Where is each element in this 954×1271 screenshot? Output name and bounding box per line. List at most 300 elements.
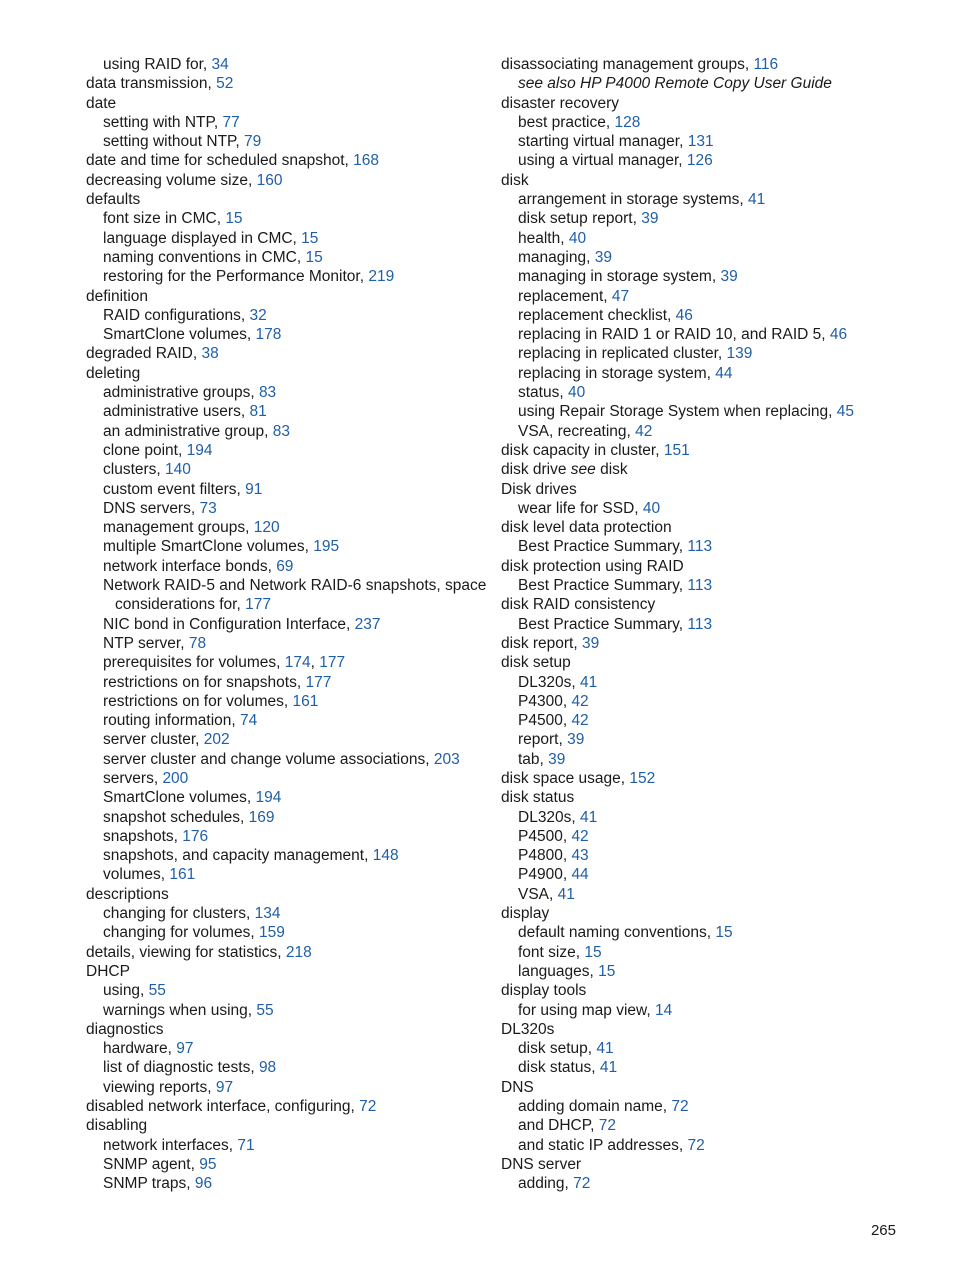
index-entry xyxy=(501,1155,921,1174)
see-reference: see xyxy=(570,461,596,479)
entry-text: replacing in replicated cluster, xyxy=(518,345,727,363)
index-subentry xyxy=(501,209,921,228)
entry-text: volumes, xyxy=(103,866,170,884)
entry-text: using RAID for, xyxy=(103,56,212,73)
entry-text: descriptions xyxy=(86,885,169,903)
entry-text: replacing in storage system, xyxy=(518,364,716,382)
page-link[interactable]: 97 xyxy=(215,1078,234,1096)
page-link[interactable]: 39 xyxy=(641,210,659,228)
page-link[interactable]: 41 xyxy=(596,1040,614,1058)
index-entry xyxy=(501,1078,921,1097)
page-link[interactable]: 46 xyxy=(675,306,693,324)
entry-text: prerequisites for volumes, xyxy=(103,654,285,672)
index-entry xyxy=(86,287,486,306)
index-subentry xyxy=(86,537,486,556)
entry-text: snapshot schedules, xyxy=(103,808,249,826)
page-link[interactable]: 219 xyxy=(368,268,395,286)
entry-text: using, xyxy=(103,982,149,1000)
index-entry xyxy=(501,769,921,788)
entry-text: replacing in RAID 1 or RAID 10, and RAID 5, xyxy=(518,326,830,344)
entry-text: date and time for scheduled snapshot, xyxy=(86,152,354,170)
entry-text: arrangement in storage systems, xyxy=(518,191,749,209)
page-link[interactable]: 34 xyxy=(211,56,229,73)
index-subentry xyxy=(501,885,921,904)
index-subentry xyxy=(501,1001,921,1020)
index-subentry xyxy=(501,1058,921,1077)
entry-text: disk RAID consistency xyxy=(501,596,656,614)
index-subentry xyxy=(501,229,921,248)
entry-text: report, xyxy=(518,731,568,749)
index-entry xyxy=(86,943,486,962)
index-entry xyxy=(501,55,921,74)
index-subentry xyxy=(501,113,921,132)
page-link[interactable]: 15 xyxy=(715,924,733,942)
entry-text: server cluster, xyxy=(103,731,204,749)
index-subentry xyxy=(501,248,921,267)
index-entry xyxy=(501,981,921,1000)
entry-text: languages, xyxy=(518,962,599,980)
index-entry xyxy=(501,94,921,113)
page-link[interactable]: 39 xyxy=(720,268,738,286)
entry-text: health, xyxy=(518,229,569,247)
index-subentry xyxy=(86,1155,486,1174)
index-subentry xyxy=(86,750,486,769)
page-link[interactable]: 45 xyxy=(836,403,855,421)
entry-text: disk level data protection xyxy=(501,519,672,537)
index-subentry xyxy=(501,344,921,363)
page-link[interactable]: 134 xyxy=(254,905,281,923)
page-link[interactable]: 139 xyxy=(726,345,753,363)
entry-text: SNMP traps, xyxy=(103,1175,195,1193)
page-link[interactable]: 55 xyxy=(256,1001,274,1019)
page-link[interactable]: 218 xyxy=(285,943,312,961)
page-link[interactable]: 98 xyxy=(258,1059,277,1077)
index-subentry xyxy=(86,383,486,402)
index-subentry xyxy=(86,460,486,479)
page-link[interactable]: 74 xyxy=(240,712,258,730)
index-subentry xyxy=(501,943,921,962)
page-link[interactable]: 159 xyxy=(258,924,285,942)
entry-text: replacement checklist, xyxy=(518,306,676,324)
page-link[interactable]: 113 xyxy=(687,615,713,633)
entry-text: Disk drives xyxy=(501,480,577,498)
entry-text: disk xyxy=(595,461,628,479)
index-subentry xyxy=(86,923,486,942)
page-link[interactable]: 79 xyxy=(244,133,262,151)
entry-text: disassociating management groups, xyxy=(501,56,754,73)
page-link[interactable]: 83 xyxy=(258,384,277,402)
page-link[interactable]: 203 xyxy=(433,750,460,768)
page-link[interactable]: 194 xyxy=(186,441,213,459)
page-link[interactable]: 131 xyxy=(687,133,714,151)
page-link[interactable]: 237 xyxy=(354,615,381,633)
page-link[interactable]: 161 xyxy=(169,866,196,884)
index-entry xyxy=(86,885,486,904)
index-entry xyxy=(501,171,921,190)
entry-text: starting virtual manager, xyxy=(518,133,688,151)
index-entry xyxy=(86,344,486,363)
entry-text: adding, xyxy=(518,1175,574,1193)
entry-text: display xyxy=(501,905,550,923)
entry-text: VSA, xyxy=(518,885,558,903)
page-link[interactable]: 113 xyxy=(687,538,713,556)
page-link[interactable]: 97 xyxy=(176,1040,194,1058)
entry-text: server cluster and change volume associations, xyxy=(103,750,434,768)
page-link[interactable]: 41 xyxy=(599,1059,618,1077)
entry-text: SmartClone volumes, xyxy=(103,326,256,344)
page-link[interactable]: 39 xyxy=(581,634,600,652)
entry-text: defaults xyxy=(86,191,141,209)
entry-text: routing information, xyxy=(103,712,240,730)
index-entry xyxy=(501,653,921,672)
page-link[interactable]: 78 xyxy=(188,634,207,652)
page-link[interactable]: 42 xyxy=(571,692,589,710)
page-link[interactable]: 126 xyxy=(686,152,713,170)
entry-text: disk setup report, xyxy=(518,210,642,228)
entry-text: disk protection using RAID xyxy=(501,557,684,575)
page-link[interactable]: 168 xyxy=(353,152,379,170)
page-link[interactable]: 72 xyxy=(598,1117,616,1135)
entry-text: date xyxy=(86,94,117,112)
entry-text: disk capacity in cluster, xyxy=(501,441,664,459)
page-link[interactable]: 148 xyxy=(372,847,399,865)
page-link[interactable]: 195 xyxy=(313,538,340,556)
index-subentry xyxy=(86,1136,486,1155)
index-subentry xyxy=(501,692,921,711)
index-subentry xyxy=(86,576,495,615)
page-link[interactable]: 73 xyxy=(199,499,217,517)
index-subentry xyxy=(501,846,921,865)
page-link[interactable]: 41 xyxy=(557,885,575,903)
index-subentry xyxy=(86,518,486,537)
entry-text: changing for clusters, xyxy=(103,905,255,923)
entry-text: DL320s, xyxy=(518,808,581,826)
entry-text: administrative groups, xyxy=(103,384,259,402)
entry-text: administrative users, xyxy=(103,403,250,421)
page-link[interactable]: 15 xyxy=(584,943,602,961)
index-entry xyxy=(86,1097,486,1116)
index-subentry xyxy=(86,306,486,325)
page-link[interactable]: 46 xyxy=(829,326,848,344)
index-subentry xyxy=(86,55,486,74)
page-link[interactable]: 77 xyxy=(222,113,240,131)
entry-text: restrictions on for snapshots, xyxy=(103,673,306,691)
entry-text: servers, xyxy=(103,769,163,787)
index-subentry xyxy=(86,653,486,672)
page-link[interactable]: 200 xyxy=(162,769,189,787)
page-link[interactable]: 72 xyxy=(573,1175,591,1193)
index-subentry xyxy=(501,1116,921,1135)
entry-text: disk status xyxy=(501,789,575,807)
page-link[interactable]: 176 xyxy=(182,827,209,845)
page-link[interactable]: 194 xyxy=(255,789,282,807)
page-link[interactable]: 151 xyxy=(663,441,690,459)
index-subentry xyxy=(501,74,921,93)
index-subentry xyxy=(86,904,486,923)
entry-text: disaster recovery xyxy=(501,94,620,112)
entry-text: Best Practice Summary, xyxy=(518,615,688,633)
page-link[interactable]: 42 xyxy=(571,712,589,730)
entry-text: restoring for the Performance Monitor, xyxy=(103,268,369,286)
page-link[interactable]: 15 xyxy=(305,248,323,266)
page-separator: , xyxy=(310,654,320,672)
page-link[interactable]: 15 xyxy=(598,962,616,980)
page-link[interactable]: 177 xyxy=(245,596,271,614)
entry-text: Network RAID-5 and Network RAID-6 snapshots, space considerations for, xyxy=(103,577,487,614)
page-link[interactable]: 41 xyxy=(580,808,598,826)
entry-text: setting with NTP, xyxy=(103,113,223,131)
entry-text: and static IP addresses, xyxy=(518,1136,688,1154)
index-subentry xyxy=(86,557,486,576)
entry-text: managing in storage system, xyxy=(518,268,721,286)
page-link[interactable]: 44 xyxy=(571,866,589,884)
index-entry xyxy=(86,1020,486,1039)
entry-text: custom event filters, xyxy=(103,480,246,498)
entry-text: Best Practice Summary, xyxy=(518,538,688,556)
see-reference: see also HP P4000 Remote Copy User Guide xyxy=(518,75,832,93)
entry-text: P4800, xyxy=(518,847,572,865)
page-link[interactable]: 120 xyxy=(253,519,280,537)
entry-text: an administrative group, xyxy=(103,422,273,440)
page-link[interactable]: 202 xyxy=(203,731,230,749)
index-subentry xyxy=(86,1058,486,1077)
index-subentry xyxy=(501,422,921,441)
index-entry xyxy=(86,364,486,383)
index-subentry xyxy=(86,422,486,441)
entry-text: degraded RAID, xyxy=(86,345,202,363)
page-link[interactable]: 72 xyxy=(359,1098,377,1116)
page-number: 265 xyxy=(870,1222,896,1239)
page-link[interactable]: 91 xyxy=(245,480,263,498)
index-subentry xyxy=(86,673,486,692)
page-link[interactable]: 52 xyxy=(216,75,234,93)
index-entry xyxy=(86,74,486,93)
page-link[interactable]: 169 xyxy=(248,808,275,826)
page-link[interactable]: 116 xyxy=(753,56,779,73)
entry-text: DNS server xyxy=(501,1155,582,1173)
page-link[interactable]: 95 xyxy=(199,1155,217,1173)
index-subentry xyxy=(501,615,921,634)
index-subentry xyxy=(501,673,921,692)
entry-text: disk space usage, xyxy=(501,769,630,787)
entry-text: replacement, xyxy=(518,287,612,305)
entry-text: warnings when using, xyxy=(103,1001,257,1019)
index-subentry xyxy=(86,325,486,344)
entry-text: details, viewing for statistics, xyxy=(86,943,286,961)
index-subentry xyxy=(501,537,921,556)
page-link[interactable]: 32 xyxy=(249,306,267,324)
index-subentry xyxy=(86,248,486,267)
entry-text: font size in CMC, xyxy=(103,210,226,228)
entry-text: disk report, xyxy=(501,634,582,652)
entry-text: NTP server, xyxy=(103,634,189,652)
index-entry xyxy=(86,962,486,981)
entry-text: network interfaces, xyxy=(103,1136,238,1154)
page-link[interactable]: 15 xyxy=(301,229,319,247)
entry-text: DL320s, xyxy=(518,673,581,691)
page-link[interactable]: 174 xyxy=(284,654,311,672)
entry-text: display tools xyxy=(501,982,587,1000)
index-subentry xyxy=(501,962,921,981)
entry-text: P4900, xyxy=(518,866,572,884)
index-column-left xyxy=(86,55,486,1194)
index-entry xyxy=(86,151,486,170)
entry-text: best practice, xyxy=(518,113,615,131)
index-subentry xyxy=(86,1078,486,1097)
index-subentry xyxy=(86,865,486,884)
index-subentry xyxy=(86,730,486,749)
entry-text: disk setup xyxy=(501,654,571,672)
entry-text: P4500, xyxy=(518,712,572,730)
page-link[interactable]: 39 xyxy=(594,248,612,266)
entry-text: restrictions on for volumes, xyxy=(103,692,293,710)
index-subentry xyxy=(86,229,486,248)
entry-text: disk status, xyxy=(518,1059,600,1077)
entry-text: DL320s xyxy=(501,1020,555,1038)
entry-text: disk setup, xyxy=(518,1040,597,1058)
index-subentry xyxy=(86,1001,486,1020)
page-link[interactable]: 177 xyxy=(305,673,332,691)
entry-text: wear life for SSD, xyxy=(518,499,643,517)
entry-text: and DHCP, xyxy=(518,1117,599,1135)
entry-text: language displayed in CMC, xyxy=(103,229,302,247)
entry-text: snapshots, and capacity management, xyxy=(103,847,373,865)
index-subentry xyxy=(501,827,921,846)
index-entry xyxy=(501,1020,921,1039)
page-link[interactable]: 161 xyxy=(292,692,319,710)
index-entry xyxy=(501,441,921,460)
entry-text: P4300, xyxy=(518,692,572,710)
entry-text: definition xyxy=(86,287,149,305)
index-subentry xyxy=(501,383,921,402)
index-subentry xyxy=(501,325,921,344)
page-link[interactable]: 72 xyxy=(671,1098,689,1116)
page-link[interactable]: 42 xyxy=(635,422,653,440)
page-link[interactable]: 177 xyxy=(319,654,346,672)
index-subentry xyxy=(501,1174,921,1193)
page-link[interactable]: 55 xyxy=(148,982,166,1000)
entry-text: clusters, xyxy=(103,461,166,479)
index-subentry xyxy=(501,865,921,884)
index-entry xyxy=(501,904,921,923)
entry-text: diagnostics xyxy=(86,1020,164,1038)
index-entry xyxy=(501,480,921,499)
index-entry xyxy=(501,788,921,807)
page-link[interactable]: 38 xyxy=(201,345,219,363)
index-subentry xyxy=(501,923,921,942)
index-subentry xyxy=(86,692,486,711)
page-link[interactable]: 71 xyxy=(237,1136,255,1154)
page-link[interactable]: 72 xyxy=(687,1136,705,1154)
entry-text: using a virtual manager, xyxy=(518,152,687,170)
index-entry xyxy=(501,634,921,653)
entry-text: data transmission, xyxy=(86,75,217,93)
entry-text: network interface bonds, xyxy=(103,557,277,575)
page-link[interactable]: 14 xyxy=(654,1001,673,1019)
page-link[interactable]: 113 xyxy=(687,577,713,595)
page-link[interactable]: 15 xyxy=(225,210,243,228)
entry-text: multiple SmartClone volumes, xyxy=(103,538,314,556)
entry-text: DNS xyxy=(501,1078,534,1096)
entry-text: tab, xyxy=(518,750,549,768)
index-subentry xyxy=(501,287,921,306)
page-link[interactable]: 83 xyxy=(272,422,290,440)
page-link[interactable]: 41 xyxy=(748,191,766,209)
index-subentry xyxy=(86,441,486,460)
entry-text: disk xyxy=(501,171,529,189)
entry-text: status, xyxy=(518,384,568,402)
entry-text: adding domain name, xyxy=(518,1098,672,1116)
index-subentry xyxy=(501,808,921,827)
index-subentry xyxy=(86,480,486,499)
index-subentry xyxy=(501,1136,921,1155)
index-column-right xyxy=(501,55,921,1194)
index-subentry xyxy=(501,306,921,325)
index-subentry xyxy=(501,1097,921,1116)
entry-text: NIC bond in Configuration Interface, xyxy=(103,615,355,633)
index-subentry xyxy=(501,364,921,383)
index-subentry xyxy=(501,730,921,749)
page-link[interactable]: 178 xyxy=(255,326,282,344)
index-subentry xyxy=(86,808,486,827)
index-subentry xyxy=(501,190,921,209)
page-link[interactable]: 96 xyxy=(194,1175,213,1193)
page-link[interactable]: 42 xyxy=(571,827,589,845)
entry-text: managing, xyxy=(518,248,595,266)
entry-text: disabled network interface, configuring, xyxy=(86,1098,360,1116)
index-subentry xyxy=(86,267,486,286)
index-subentry xyxy=(86,113,486,132)
page-link[interactable]: 152 xyxy=(629,769,656,787)
page-link[interactable]: 40 xyxy=(567,384,586,402)
index-entry xyxy=(501,460,921,479)
entry-text: DNS servers, xyxy=(103,499,200,517)
entry-text: list of diagnostic tests, xyxy=(103,1059,259,1077)
index-subentry xyxy=(86,209,486,228)
page-link[interactable]: 47 xyxy=(611,287,630,305)
page-link[interactable]: 128 xyxy=(614,113,641,131)
entry-text: disk drive xyxy=(501,461,571,479)
page-link[interactable]: 39 xyxy=(548,750,566,768)
page-link[interactable]: 69 xyxy=(276,557,294,575)
index-subentry xyxy=(501,576,921,595)
page-link[interactable]: 44 xyxy=(715,364,733,382)
index-subentry xyxy=(501,1039,921,1058)
page-link[interactable]: 39 xyxy=(567,731,585,749)
index-subentry xyxy=(86,615,486,634)
entry-text: default naming conventions, xyxy=(518,924,716,942)
entry-text: for using map view, xyxy=(518,1001,655,1019)
page-link[interactable]: 81 xyxy=(249,403,267,421)
page-link[interactable]: 160 xyxy=(256,171,283,189)
index-subentry xyxy=(501,750,921,769)
index-subentry xyxy=(501,267,921,286)
index-subentry xyxy=(86,981,486,1000)
index-subentry xyxy=(86,711,486,730)
page-link[interactable]: 40 xyxy=(642,499,661,517)
page-link[interactable]: 140 xyxy=(165,461,191,479)
entry-text: deleting xyxy=(86,364,141,382)
index-subentry xyxy=(86,1039,486,1058)
entry-text: RAID configurations, xyxy=(103,306,250,324)
entry-text: snapshots, xyxy=(103,827,183,845)
page-link[interactable]: 40 xyxy=(568,229,587,247)
index-entry xyxy=(86,190,486,209)
page-link[interactable]: 41 xyxy=(580,673,598,691)
index-subentry xyxy=(501,132,921,151)
entry-text: decreasing volume size, xyxy=(86,171,257,189)
page-link[interactable]: 43 xyxy=(571,847,589,865)
